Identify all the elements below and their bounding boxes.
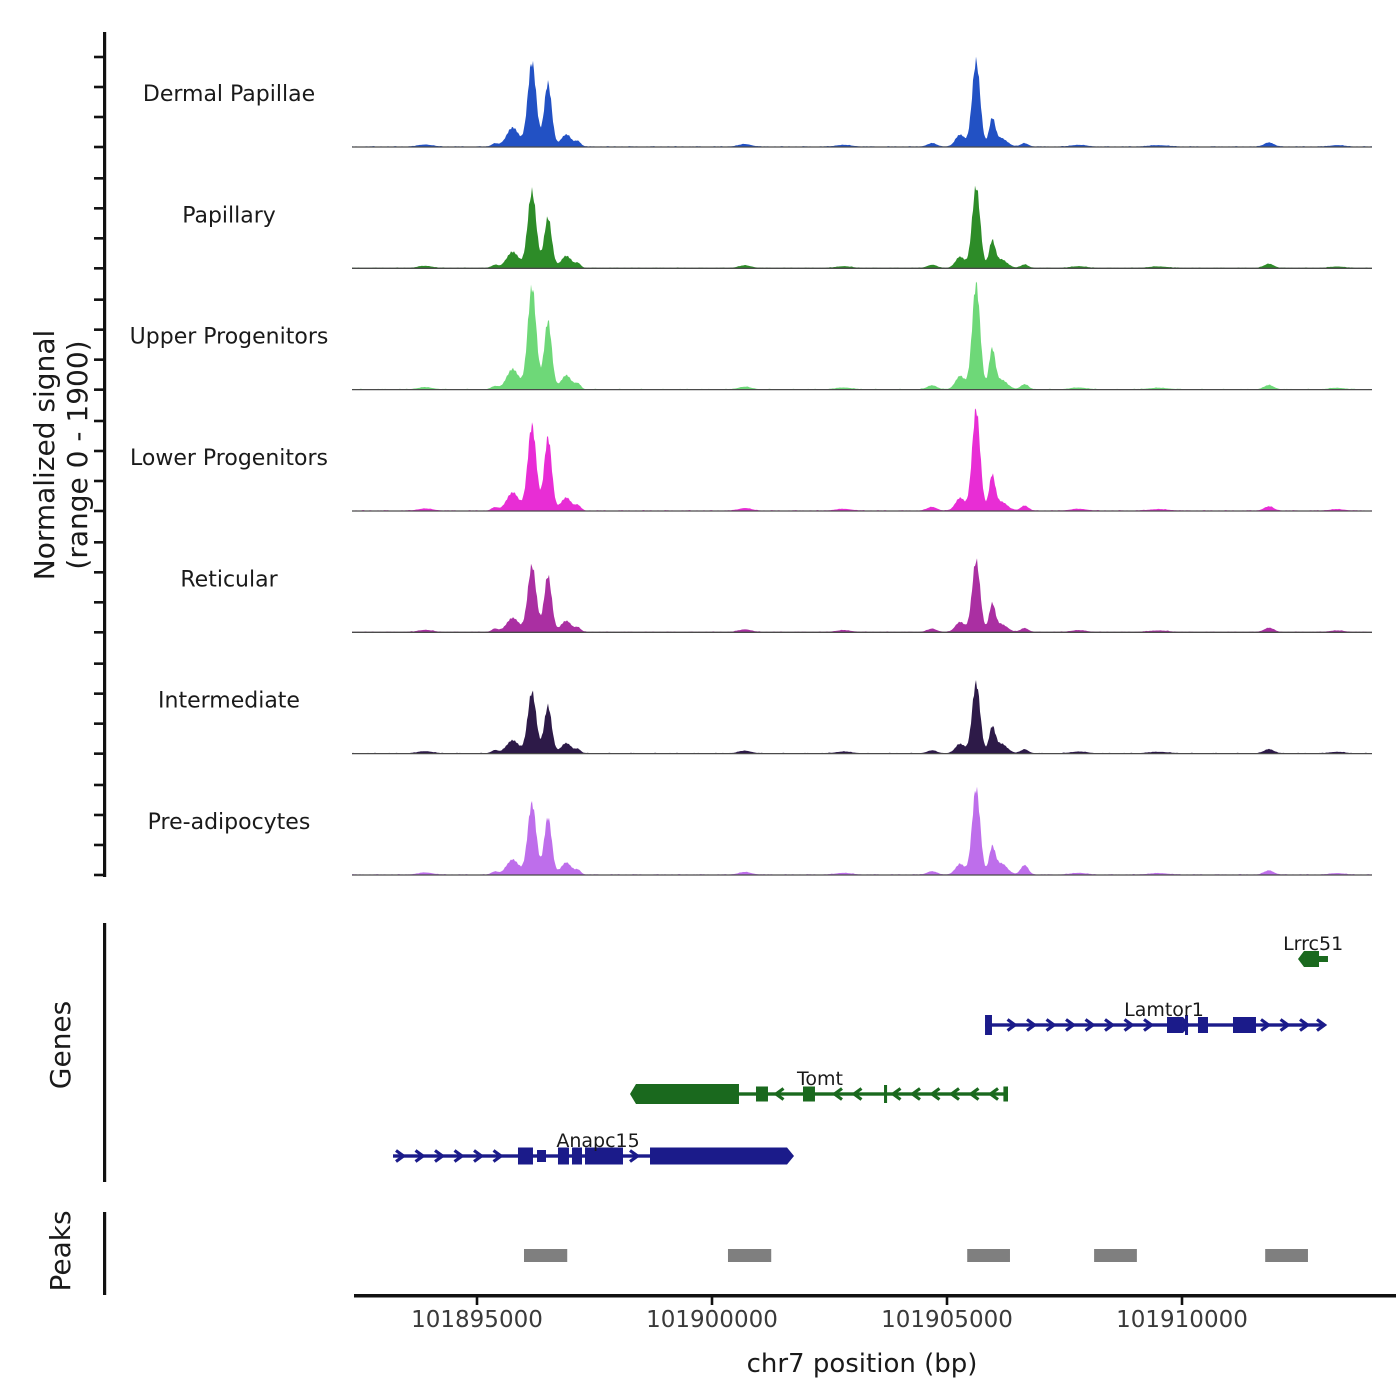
signal-area-lower-progenitors — [352, 408, 1372, 511]
gene-exon — [1003, 1087, 1008, 1102]
genes-panel-label: Genes — [44, 1000, 77, 1090]
signal-area-pre-adipocytes — [352, 787, 1372, 875]
track-label-dermal-papillae: Dermal Papillae — [142, 82, 316, 107]
signal-area-intermediate — [352, 680, 1372, 754]
x-axis — [354, 1294, 1396, 1333]
peak-region — [1094, 1249, 1137, 1262]
x-axis-line — [354, 1294, 1396, 1298]
gene-exon — [518, 1148, 533, 1165]
x-axis-title: chr7 position (bp) — [746, 1349, 978, 1379]
y-axis-title-line1: Normalized signal — [28, 329, 61, 581]
gene-label-lrrc51: Lrrc51 — [1283, 933, 1344, 955]
gene-exon-tip — [630, 1084, 636, 1104]
gene-label-tomt: Tomt — [797, 1068, 843, 1090]
track-label-lower-progenitors: Lower Progenitors — [130, 445, 328, 471]
gene-anapc15 — [393, 1130, 794, 1165]
signal-area-dermal-papillae — [352, 57, 1372, 147]
gene-label-lamtor1: Lamtor1 — [1124, 999, 1204, 1021]
x-tick-label: 101895000 — [411, 1307, 543, 1333]
gene-exon — [884, 1085, 887, 1103]
x-tick-label: 101910000 — [1116, 1307, 1248, 1333]
peaks-panel-label: Peaks — [44, 1210, 77, 1292]
gene-exon — [985, 1015, 992, 1035]
track-label-reticular: Reticular — [180, 567, 278, 593]
gene-exon — [636, 1084, 739, 1104]
signal-area-papillary — [352, 186, 1372, 269]
signal-area-reticular — [352, 558, 1372, 632]
track-label-papillary: Papillary — [182, 203, 276, 229]
gene-lrrc51 — [1283, 933, 1343, 967]
gene-tomt — [630, 1068, 1008, 1104]
gene-exon — [756, 1087, 768, 1102]
peak-region — [1265, 1249, 1308, 1262]
genes-panel — [103, 923, 1343, 1182]
track-label-intermediate: Intermediate — [158, 688, 300, 714]
peaks-panel — [103, 1212, 1308, 1295]
gene-exon — [1233, 1017, 1256, 1033]
gene-exon — [537, 1150, 546, 1162]
gene-lamtor1 — [985, 999, 1324, 1035]
peak-region — [728, 1249, 771, 1262]
y-axis-title-line2: (range 0 - 1900) — [61, 340, 94, 570]
signal-y-axis — [94, 32, 106, 877]
gene-exon-tip — [787, 1148, 794, 1165]
x-tick-label: 101900000 — [646, 1307, 778, 1333]
gene-label-anapc15: Anapc15 — [556, 1130, 640, 1152]
signal-area-upper-progenitors — [352, 282, 1372, 390]
peaks-axis-line — [103, 1212, 106, 1295]
peak-region — [524, 1249, 567, 1262]
y-axis-line — [103, 32, 106, 877]
gene-exon — [650, 1148, 787, 1165]
signal-tracks-panel — [130, 57, 1372, 875]
gene-exon — [1319, 956, 1328, 962]
track-label-pre-adipocytes: Pre-adipocytes — [147, 809, 311, 835]
peak-region — [967, 1249, 1010, 1262]
x-tick-label: 101905000 — [881, 1307, 1013, 1333]
track-label-upper-progenitors: Upper Progenitors — [129, 324, 329, 350]
genes-axis-line — [103, 923, 106, 1182]
